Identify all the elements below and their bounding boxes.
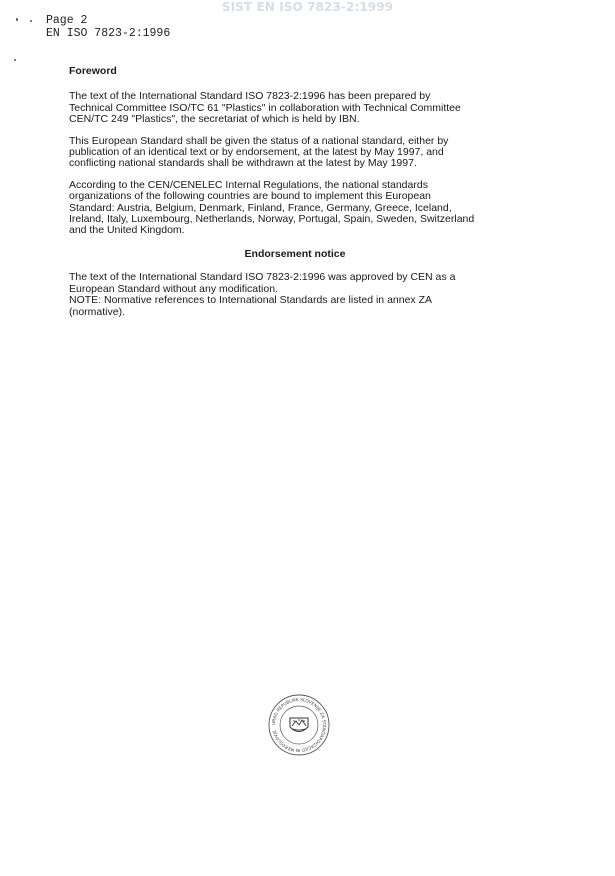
- foreword-heading: Foreword: [69, 65, 117, 77]
- foreword-paragraph: According to the CEN/CENELEC Internal Regulations, the national standards organizations of the following countries are bound to implement this European Standard: Austria, Belgium, Denmark, Finland, France, Germany, Greece, Iceland, Ireland, Italy, Luxembourg, Netherlands, Norway, Portugal, Spain, Sweden, Switzerland and the United Kingdom.: [69, 178, 475, 237]
- official-stamp-icon: [268, 694, 330, 756]
- scan-speck: [14, 59, 16, 61]
- foreword-paragraph: This European Standard shall be given the status of a national standard, either by publication of an identical text or by endorsement, at the latest by May 1997, and conflicting national standards shall be withdrawn at the latest by May 1997.: [69, 134, 449, 170]
- endorsement-paragraph: The text of the International Standard ISO 7823-2:1996 was approved by CEN as a European Standard without any modification. NOTE: Normative references to International Standards are listed in annex ZA (normative).: [69, 271, 456, 318]
- page-header: [46, 14, 170, 40]
- page-number: Page 2: [46, 14, 88, 27]
- document-body: [69, 66, 549, 328]
- document-id: EN ISO 7823-2:1996: [46, 27, 171, 40]
- foreword-paragraph: The text of the International Standard ISO 7823-2:1996 has been prepared by Technical Committee ISO/TC 61 "Plastics" in collaboration with Technical Committee CEN/TC 249 "Plastics", the secretariat of which is held by IBN.: [69, 90, 461, 126]
- stamp-text: URAD REPUBLIKE SLOVENIJE ZA STANDARDIZACIJO IN MEROSLOVJE: [271, 697, 327, 753]
- endorsement-heading: Endorsement notice: [244, 247, 346, 260]
- scan-speck: [16, 18, 18, 21]
- watermark: SIST EN ISO 7823-2:1999: [221, 0, 394, 14]
- scan-speck: [30, 20, 32, 22]
